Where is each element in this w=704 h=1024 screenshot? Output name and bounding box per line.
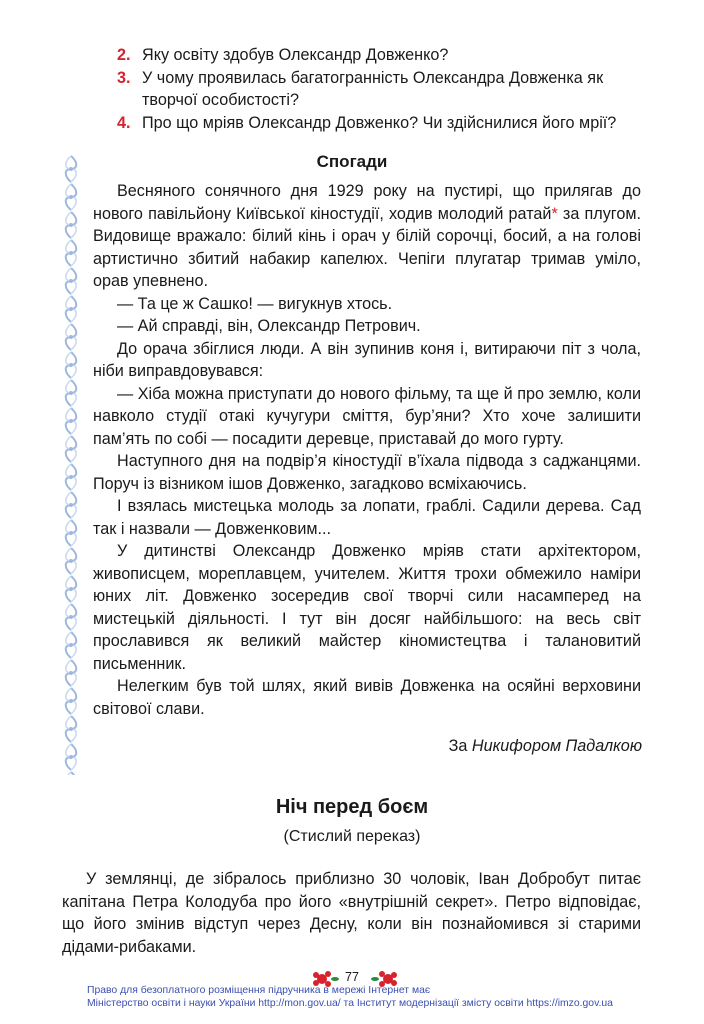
question-number: 3. — [117, 68, 131, 87]
memoir-paragraph: У дитинстві Олександр Довженко мріяв стати архітектором, живописцем, мореплавцем, учителем. Життя трохи обмежило наміри юних літ. Довженко зосередив свої творчі сили насамперед на мистецькій діяльності. І тут він досяг найбільшого: на весь світ прославився як великий майстер кіномистецтва і талановитий письменник. — [93, 542, 641, 673]
story-paragraph: У землянці, де зібралось приблизно 30 чоловік, Іван Добробут питає капітана Петра Колодуба про його «внутрішній секрет». Петро відповідає, що його змінив відступ через Десну, коли він познайомився зі старими дідами-рибаками. — [62, 870, 641, 956]
story-title: Ніч перед боєм — [275, 796, 429, 818]
question-item — [117, 44, 643, 67]
footer-license — [87, 985, 647, 1010]
memoir-paragraph: І взялась мистецька молодь за лопати, граблі. Садили дерева. Сад так і назвали — Довженковим... — [93, 497, 641, 538]
question-number: 4. — [117, 113, 131, 132]
memoir-title: Спогади — [316, 152, 388, 171]
memoir-paragraph — [93, 180, 641, 293]
memoir-paragraph: — Та це ж Сашко! — вигукнув хтось. — [117, 294, 393, 313]
memoir-paragraph: До орача збіглися люди. А він зупинив коня і, витираючи піт з чола, ніби виправдовувався: — [93, 339, 641, 380]
memoir-paragraph: Нелегким був той шлях, який вивів Довженка на осяйні верховини світової слави. — [93, 677, 641, 718]
question-item — [117, 112, 643, 135]
vertical-ornament-border — [62, 155, 80, 775]
page-number: 77 — [345, 970, 359, 984]
review-questions — [117, 44, 643, 134]
story-subtitle: (Стислий переказ) — [283, 828, 421, 845]
footer-line: Міністерство освіти і науки України http://mon.gov.ua/ та Інститут модернізації змісту освіти https://imzo.gov.ua — [87, 997, 613, 1009]
paragraph-text: Весняного сонячного дня 1929 року на пустирі, що прилягав до нового павільйону Київської кіностудії, ходив молодий ратай — [93, 182, 641, 223]
memoir-paragraph: Наступного дня на подвір’я кіностудії в’їхала підвода з саджанцями. Поруч із візником ішов Довженко, загадково всміхаючись. — [93, 452, 641, 493]
memoir-author — [449, 737, 642, 756]
author-prefix: За — [448, 737, 472, 755]
author-name: Никифором Падалкою — [471, 737, 642, 755]
question-text: Про що мріяв Олександр Довженко? Чи здійснилися його мрії? — [142, 113, 617, 132]
question-number: 2. — [117, 46, 131, 64]
memoir-paragraph: — Хіба можна приступати до нового фільму, та ще й про землю, коли навколо студії отакі кучугури сміття, бур’яни? Хто хоче залишити пам’ять по собі — посадити деревце, приставай до мого гурту. — [93, 384, 641, 448]
question-text: Яку освіту здобув Олександр Довженко? — [142, 46, 449, 64]
glossary-asterisk: * — [551, 204, 558, 223]
question-item — [117, 67, 643, 112]
paragraph-text: за плугом. Видовище вражало: білий кінь і орач у білій сорочці, босий, а на голові артистично збитий набакир капелюх. Чепіги плугатар тримав уміло, орав упевнено. — [93, 204, 641, 290]
memoir-paragraph: — Ай справді, він, Олександр Петрович. — [117, 317, 421, 335]
story-text — [62, 868, 641, 958]
footer-line: Право для безоплатного розміщення підручника в мережі Інтернет має — [87, 985, 431, 996]
question-text: У чому проявилась багатогранність Олександра Довженка як творчої особистості? — [142, 68, 604, 109]
memoir-text — [93, 180, 641, 720]
